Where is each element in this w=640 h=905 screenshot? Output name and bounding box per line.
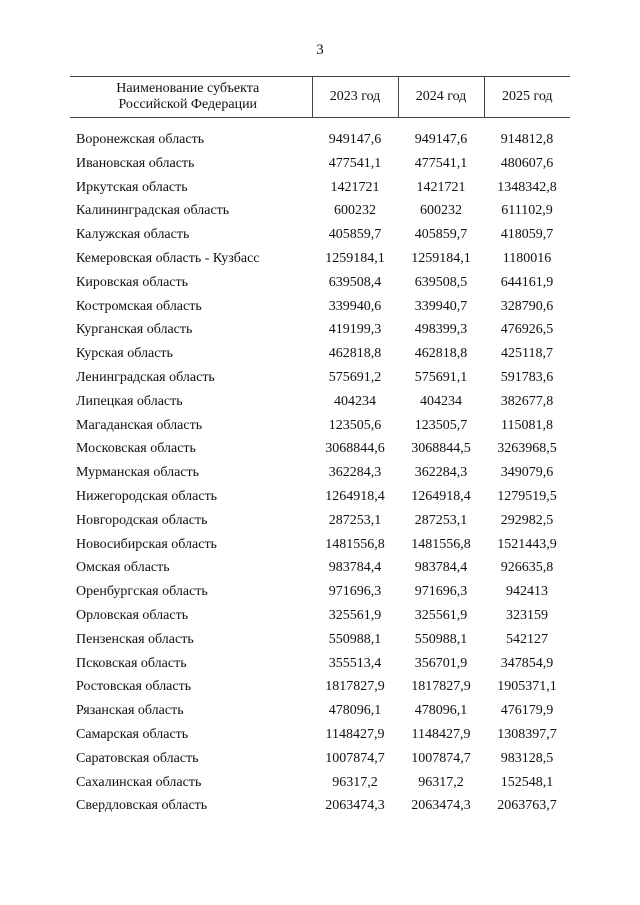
table-header <box>70 77 570 118</box>
value-2024-cell: 600232 <box>420 203 462 219</box>
region-name-cell: Сахалинская область <box>76 774 202 790</box>
value-2024-cell: 123505,7 <box>414 417 468 433</box>
value-2025-cell: 1348342,8 <box>497 179 557 195</box>
value-2025-cell: 476179,9 <box>500 703 554 719</box>
value-2023-cell: 575691,2 <box>328 369 382 385</box>
value-2025-cell: 323159 <box>506 607 548 623</box>
table-row <box>70 580 570 604</box>
value-2025-cell: 644161,9 <box>500 274 554 290</box>
table-row <box>70 675 570 699</box>
header-region-name-line1: Наименование субъекта <box>116 81 260 96</box>
value-2023-cell: 404234 <box>334 393 376 409</box>
value-2024-cell: 971696,3 <box>414 584 468 600</box>
value-2024-cell: 1007874,7 <box>411 750 471 766</box>
table-row <box>70 485 570 509</box>
value-2024-cell: 1817827,9 <box>411 679 471 695</box>
value-2025-cell: 1279519,5 <box>497 488 557 504</box>
value-2024-cell: 575691,1 <box>414 369 468 385</box>
table-row <box>70 128 570 152</box>
value-2024-cell: 96317,2 <box>418 774 464 790</box>
value-2024-cell: 478096,1 <box>414 703 468 719</box>
region-name-cell: Омская область <box>76 560 170 576</box>
value-2023-cell: 600232 <box>334 203 376 219</box>
budget-table <box>70 76 570 818</box>
table-row <box>70 437 570 461</box>
value-2025-cell: 1905371,1 <box>497 679 557 695</box>
value-2024-cell: 2063474,3 <box>411 798 471 814</box>
value-2023-cell: 339940,6 <box>328 298 382 314</box>
value-2023-cell: 325561,9 <box>328 607 382 623</box>
header-year-2025: 2025 год <box>484 77 570 118</box>
table-row <box>70 152 570 176</box>
region-name-cell: Магаданская область <box>76 417 203 433</box>
region-name-cell: Ленинградская область <box>76 369 215 385</box>
region-name-cell: Новгородская область <box>76 512 208 528</box>
value-2023-cell: 355513,4 <box>328 655 382 671</box>
value-2025-cell: 914812,8 <box>500 132 554 147</box>
region-name-cell: Псковская область <box>76 655 187 671</box>
value-2025-cell: 591783,6 <box>500 369 554 385</box>
region-name-cell: Кемеровская область - Кузбасс <box>76 250 260 266</box>
value-2025-cell: 480607,6 <box>500 155 554 171</box>
value-2024-cell: 1421721 <box>416 179 466 195</box>
table-row <box>70 295 570 319</box>
value-2025-cell: 2063763,7 <box>497 798 557 814</box>
value-2025-cell: 983128,5 <box>500 750 554 766</box>
region-name-cell: Ивановская область <box>76 155 195 171</box>
value-2024-cell: 339940,7 <box>414 298 468 314</box>
value-2025-cell: 611102,9 <box>501 203 553 219</box>
table-row <box>70 342 570 366</box>
region-name-cell: Курганская область <box>76 322 193 338</box>
value-2023-cell: 405859,7 <box>328 227 382 243</box>
table-row <box>70 414 570 438</box>
value-2024-cell: 477541,1 <box>414 155 468 171</box>
region-name-cell: Костромская область <box>76 298 202 314</box>
value-2025-cell: 425118,7 <box>501 346 553 362</box>
value-2024-cell: 356701,9 <box>414 655 468 671</box>
region-name-cell: Пензенская область <box>76 631 194 647</box>
region-name-cell: Рязанская область <box>76 703 184 719</box>
table-row <box>70 628 570 652</box>
table-row <box>70 199 570 223</box>
table-row <box>70 794 570 818</box>
value-2024-cell: 325561,9 <box>414 607 468 623</box>
table-row <box>70 176 570 200</box>
region-name-cell: Орловская область <box>76 607 189 623</box>
value-2024-cell: 983784,4 <box>414 560 468 576</box>
value-2023-cell: 1421721 <box>330 179 380 195</box>
value-2023-cell: 362284,3 <box>328 465 382 481</box>
value-2023-cell: 2063474,3 <box>325 798 385 814</box>
value-2023-cell: 1264918,4 <box>325 488 385 504</box>
value-2023-cell: 639508,4 <box>328 274 382 290</box>
value-2024-cell: 639508,5 <box>414 274 468 290</box>
value-2025-cell: 292982,5 <box>500 512 554 528</box>
value-2024-cell: 498399,3 <box>414 322 468 338</box>
table-row <box>70 556 570 580</box>
value-2024-cell: 287253,1 <box>414 512 468 528</box>
value-2023-cell: 478096,1 <box>328 703 382 719</box>
value-2023-cell: 1817827,9 <box>325 679 385 695</box>
value-2023-cell: 1481556,8 <box>325 536 385 552</box>
region-name-cell: Московская область <box>76 441 196 457</box>
value-2024-cell: 405859,7 <box>414 227 468 243</box>
budget-table-container <box>70 76 570 818</box>
region-name-cell: Воронежская область <box>76 132 205 147</box>
value-2023-cell: 287253,1 <box>328 512 382 528</box>
value-2024-cell: 462818,8 <box>414 346 468 362</box>
table-body <box>70 118 570 819</box>
region-name-cell: Свердловская область <box>76 798 208 814</box>
value-2025-cell: 1521443,9 <box>497 536 557 552</box>
value-2023-cell: 419199,3 <box>328 322 382 338</box>
table-row <box>70 461 570 485</box>
table-row <box>70 366 570 390</box>
region-name-cell: Мурманская область <box>76 465 200 481</box>
table-row <box>70 723 570 747</box>
region-name-cell: Курская область <box>76 346 173 362</box>
value-2023-cell: 96317,2 <box>332 774 378 790</box>
table-row <box>70 247 570 271</box>
region-name-cell: Иркутская область <box>76 179 188 195</box>
value-2024-cell: 1148427,9 <box>411 726 471 742</box>
region-name-cell: Липецкая область <box>76 393 183 409</box>
value-2025-cell: 542127 <box>506 631 548 647</box>
value-2025-cell: 347854,9 <box>500 655 554 671</box>
header-spacer <box>70 118 570 129</box>
value-2023-cell: 1007874,7 <box>325 750 385 766</box>
value-2024-cell: 1481556,8 <box>411 536 471 552</box>
value-2024-cell: 362284,3 <box>414 465 468 481</box>
value-2025-cell: 1180016 <box>502 250 552 266</box>
region-name-cell: Кировская область <box>76 274 189 290</box>
value-2023-cell: 949147,6 <box>328 132 382 147</box>
table-row <box>70 604 570 628</box>
value-2024-cell: 3068844,5 <box>411 441 471 457</box>
table-row <box>70 699 570 723</box>
header-region-name <box>70 77 312 118</box>
table-row <box>70 509 570 533</box>
value-2025-cell: 476926,5 <box>500 322 554 338</box>
value-2023-cell: 983784,4 <box>328 560 382 576</box>
table-row <box>70 652 570 676</box>
table-row <box>70 747 570 771</box>
value-2023-cell: 462818,8 <box>328 346 382 362</box>
value-2023-cell: 477541,1 <box>328 155 382 171</box>
header-row <box>70 77 570 118</box>
table-row <box>70 223 570 247</box>
value-2025-cell: 328790,6 <box>500 298 554 314</box>
value-2025-cell: 115081,8 <box>501 417 553 433</box>
value-2025-cell: 349079,6 <box>500 465 554 481</box>
value-2024-cell: 1264918,4 <box>411 488 471 504</box>
value-2025-cell: 942413 <box>506 584 548 600</box>
value-2023-cell: 1148427,9 <box>325 726 385 742</box>
region-name-cell: Нижегородская область <box>76 488 218 504</box>
value-2023-cell: 550988,1 <box>328 631 382 647</box>
value-2023-cell: 123505,6 <box>328 417 382 433</box>
value-2025-cell: 418059,7 <box>500 227 554 243</box>
value-2024-cell: 949147,6 <box>414 132 468 147</box>
table-row <box>70 771 570 795</box>
page-number: 3 <box>316 42 324 58</box>
table-row <box>70 271 570 295</box>
value-2024-cell: 404234 <box>420 393 462 409</box>
value-2023-cell: 1259184,1 <box>325 250 385 266</box>
value-2025-cell: 152548,1 <box>500 774 554 790</box>
region-name-cell: Ростовская область <box>76 679 192 695</box>
region-name-cell: Новосибирская область <box>76 536 217 552</box>
table-row <box>70 318 570 342</box>
value-2025-cell: 1308397,7 <box>497 726 557 742</box>
value-2025-cell: 3263968,5 <box>497 441 557 457</box>
region-name-cell: Оренбургская область <box>76 584 208 600</box>
region-name-cell: Калининградская область <box>76 203 230 219</box>
value-2025-cell: 926635,8 <box>500 560 554 576</box>
header-year-2023: 2023 год <box>312 77 398 118</box>
value-2024-cell: 1259184,1 <box>411 250 471 266</box>
value-2023-cell: 971696,3 <box>328 584 382 600</box>
value-2024-cell: 550988,1 <box>414 631 468 647</box>
value-2025-cell: 382677,8 <box>500 393 554 409</box>
region-name-cell: Калужская область <box>76 227 190 243</box>
table-row <box>70 390 570 414</box>
header-region-name-line2: Российской Федерации <box>118 97 258 112</box>
region-name-cell: Саратовская область <box>76 750 199 766</box>
table-row <box>70 533 570 557</box>
region-name-cell: Самарская область <box>76 726 189 742</box>
header-year-2024: 2024 год <box>398 77 484 118</box>
value-2023-cell: 3068844,6 <box>325 441 385 457</box>
